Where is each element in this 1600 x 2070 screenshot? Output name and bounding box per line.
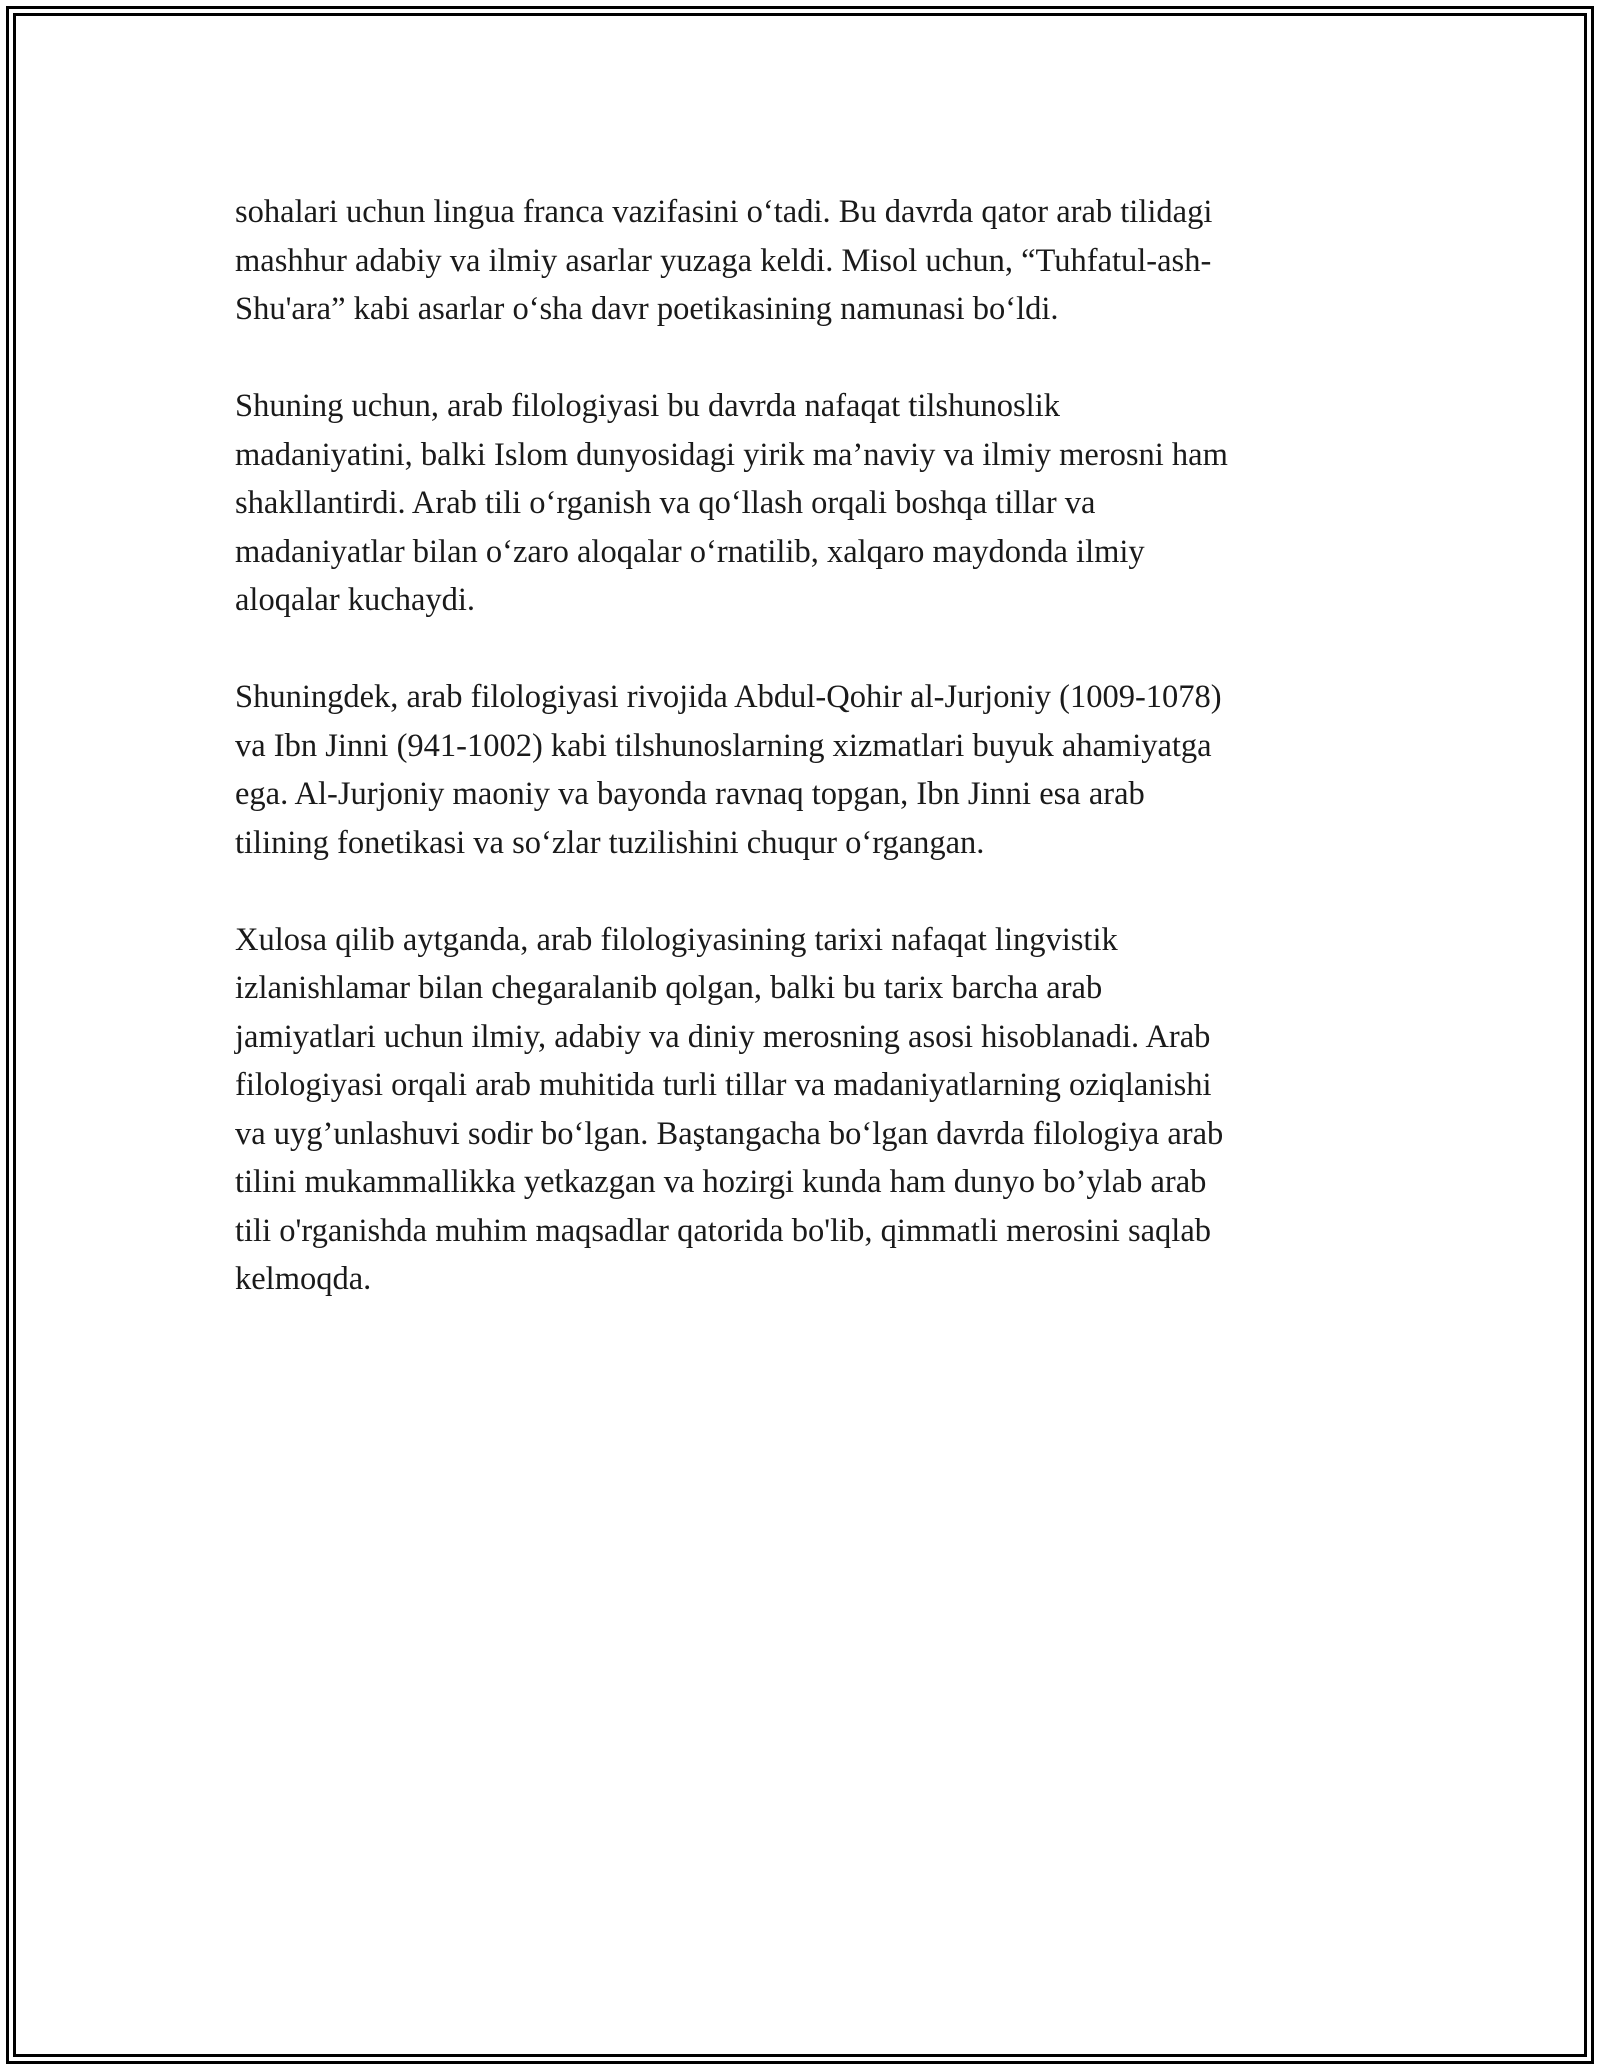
text-line: va Ibn Jinni (941-1002) kabi tilshunoslarning xizmatlari buyuk ahamiyatga xyxy=(235,727,1212,764)
text-line: Shuning uchun, arab filologiyasi bu davrda nafaqat tilshunoslik xyxy=(235,388,1060,424)
text-line: Shuningdek, arab filologiyasi rivojida Abdul-Qohir al-Jurjoniy (1009-1078) xyxy=(235,679,1222,715)
text-line: sohalari uchun lingua franca vazifasini o‘tadi. Bu davrda qator arab tilidagi xyxy=(235,194,1213,230)
paragraph-scholars xyxy=(235,673,1375,867)
text-line: kelmoqda. xyxy=(235,1261,372,1297)
text-line: ega. Al-Jurjoniy maoniy va bayonda ravnaq topgan, Ibn Jinni esa arab xyxy=(235,776,1145,812)
text-line: va uyg’unlashuvi sodir bo‘lgan. Baştangacha bo‘lgan davrda filologiya arab xyxy=(235,1115,1224,1152)
text-line: tilini mukammallikka yetkazgan va hozirgi kunda ham dunyo bo’ylab arab xyxy=(235,1164,1207,1200)
paragraph-lingua-franca xyxy=(235,188,1375,334)
text-line: izlanishlamar bilan chegaralanib qolgan, balki bu tarix barcha arab xyxy=(235,970,1103,1006)
text-line: madaniyatlar bilan o‘zaro aloqalar o‘rnatilib, xalqaro maydonda ilmiy xyxy=(235,533,1145,570)
paragraph-conclusion xyxy=(235,916,1375,1304)
text-line: tili o'rganishda muhim maqsadlar qatorida bo'lib, qimmatli merosini saqlab xyxy=(235,1212,1212,1249)
text-line: tilining fonetikasi va so‘zlar tuzilishini chuqur o‘rgangan. xyxy=(235,824,985,861)
text-line: shakllantirdi. Arab tili o‘rganish va qo‘llash orqali boshqa tillar va xyxy=(235,485,1096,521)
text-line: Xulosa qilib aytganda, arab filologiyasining tarixi nafaqat lingvistik xyxy=(235,921,1118,958)
text-line: mashhur adabiy va ilmiy asarlar yuzaga keldi. Misol uchun, “Tuhfatul-ash- xyxy=(235,242,1212,279)
text-line: madaniyatini, balki Islom dunyosidagi yirik ma’naviy va ilmiy merosni ham xyxy=(235,436,1228,473)
text-line: jamiyatlari uchun ilmiy, adabiy va diniy merosning asosi hisoblanadi. Arab xyxy=(235,1018,1211,1055)
text-line: filologiyasi orqali arab muhitida turli tillar va madaniyatlarning oziqlanishi xyxy=(235,1067,1212,1103)
text-line: aloqalar kuchaydi. xyxy=(235,582,476,618)
text-line: Shu'ara” kabi asarlar o‘sha davr poetikasining namunasi bo‘ldi. xyxy=(235,291,1059,327)
paragraph-islamic-heritage xyxy=(235,382,1375,625)
document-body xyxy=(235,188,1375,1352)
